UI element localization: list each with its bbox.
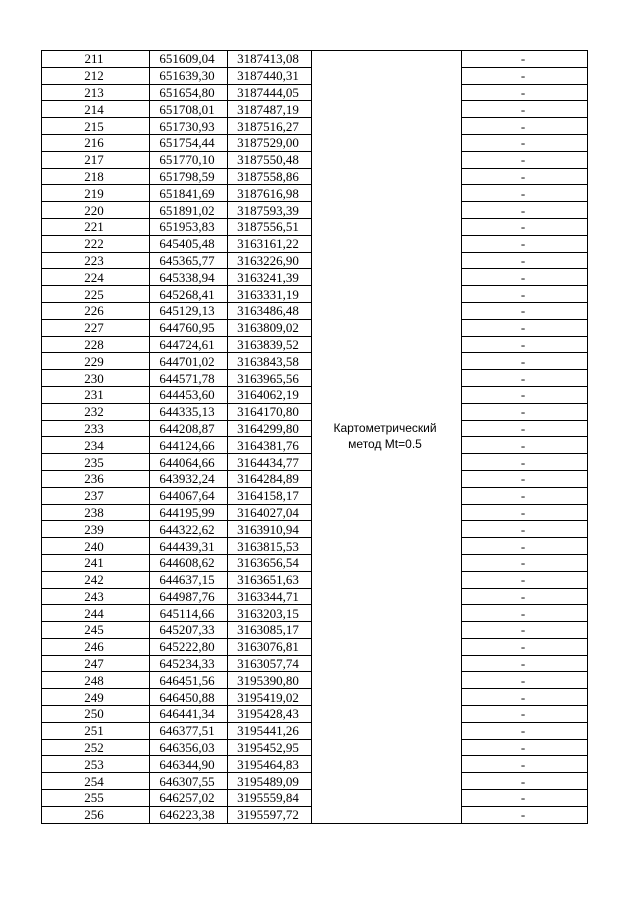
x-coordinate-cell: 651891,02 <box>150 202 228 219</box>
value-cell: - <box>462 84 588 101</box>
x-coordinate-cell: 646356,03 <box>150 739 228 756</box>
y-coordinate-cell: 3163241,39 <box>228 269 312 286</box>
value-cell: - <box>462 252 588 269</box>
point-number-cell: 212 <box>42 67 150 84</box>
x-coordinate-cell: 646377,51 <box>150 722 228 739</box>
y-coordinate-cell: 3163161,22 <box>228 235 312 252</box>
y-coordinate-cell: 3163226,90 <box>228 252 312 269</box>
x-coordinate-cell: 651609,04 <box>150 51 228 68</box>
point-number-cell: 254 <box>42 773 150 790</box>
x-coordinate-cell: 651798,59 <box>150 168 228 185</box>
method-label-line2: метод Mt=0.5 <box>348 436 422 451</box>
x-coordinate-cell: 645222,80 <box>150 638 228 655</box>
x-coordinate-cell: 651730,93 <box>150 118 228 135</box>
y-coordinate-cell: 3164170,80 <box>228 403 312 420</box>
x-coordinate-cell: 646307,55 <box>150 773 228 790</box>
x-coordinate-cell: 644067,64 <box>150 487 228 504</box>
value-cell: - <box>462 739 588 756</box>
value-cell: - <box>462 134 588 151</box>
value-cell: - <box>462 806 588 823</box>
point-number-cell: 232 <box>42 403 150 420</box>
x-coordinate-cell: 644124,66 <box>150 437 228 454</box>
x-coordinate-cell: 646223,38 <box>150 806 228 823</box>
value-cell: - <box>462 386 588 403</box>
x-coordinate-cell: 646344,90 <box>150 756 228 773</box>
y-coordinate-cell: 3195419,02 <box>228 689 312 706</box>
table-row <box>42 51 588 68</box>
x-coordinate-cell: 644608,62 <box>150 554 228 571</box>
point-number-cell: 228 <box>42 336 150 353</box>
value-cell: - <box>462 605 588 622</box>
coordinates-table <box>41 50 588 824</box>
y-coordinate-cell: 3164027,04 <box>228 504 312 521</box>
value-cell: - <box>462 521 588 538</box>
value-cell: - <box>462 202 588 219</box>
x-coordinate-cell: 651754,44 <box>150 134 228 151</box>
x-coordinate-cell: 644064,66 <box>150 454 228 471</box>
y-coordinate-cell: 3164158,17 <box>228 487 312 504</box>
y-coordinate-cell: 3187550,48 <box>228 151 312 168</box>
point-number-cell: 225 <box>42 286 150 303</box>
x-coordinate-cell: 645405,48 <box>150 235 228 252</box>
x-coordinate-cell: 644208,87 <box>150 420 228 437</box>
x-coordinate-cell: 646450,88 <box>150 689 228 706</box>
y-coordinate-cell: 3164299,80 <box>228 420 312 437</box>
y-coordinate-cell: 3187558,86 <box>228 168 312 185</box>
y-coordinate-cell: 3187593,39 <box>228 202 312 219</box>
x-coordinate-cell: 644453,60 <box>150 386 228 403</box>
y-coordinate-cell: 3187616,98 <box>228 185 312 202</box>
y-coordinate-cell: 3163331,19 <box>228 286 312 303</box>
x-coordinate-cell: 646451,56 <box>150 672 228 689</box>
point-number-cell: 250 <box>42 706 150 723</box>
y-coordinate-cell: 3163843,58 <box>228 353 312 370</box>
value-cell: - <box>462 101 588 118</box>
point-number-cell: 242 <box>42 571 150 588</box>
point-number-cell: 226 <box>42 302 150 319</box>
point-number-cell: 230 <box>42 370 150 387</box>
point-number-cell: 218 <box>42 168 150 185</box>
y-coordinate-cell: 3164284,89 <box>228 470 312 487</box>
value-cell: - <box>462 51 588 68</box>
value-cell: - <box>462 655 588 672</box>
value-cell: - <box>462 773 588 790</box>
x-coordinate-cell: 645365,77 <box>150 252 228 269</box>
y-coordinate-cell: 3195452,95 <box>228 739 312 756</box>
x-coordinate-cell: 644701,02 <box>150 353 228 370</box>
x-coordinate-cell: 645129,13 <box>150 302 228 319</box>
x-coordinate-cell: 644322,62 <box>150 521 228 538</box>
y-coordinate-cell: 3164381,76 <box>228 437 312 454</box>
y-coordinate-cell: 3163656,54 <box>228 554 312 571</box>
point-number-cell: 239 <box>42 521 150 538</box>
x-coordinate-cell: 651953,83 <box>150 218 228 235</box>
value-cell: - <box>462 722 588 739</box>
point-number-cell: 249 <box>42 689 150 706</box>
y-coordinate-cell: 3187413,08 <box>228 51 312 68</box>
point-number-cell: 241 <box>42 554 150 571</box>
x-coordinate-cell: 643932,24 <box>150 470 228 487</box>
value-cell: - <box>462 286 588 303</box>
value-cell: - <box>462 185 588 202</box>
point-number-cell: 222 <box>42 235 150 252</box>
value-cell: - <box>462 706 588 723</box>
point-number-cell: 243 <box>42 588 150 605</box>
x-coordinate-cell: 651770,10 <box>150 151 228 168</box>
x-coordinate-cell: 645268,41 <box>150 286 228 303</box>
point-number-cell: 234 <box>42 437 150 454</box>
x-coordinate-cell: 651841,69 <box>150 185 228 202</box>
y-coordinate-cell: 3195489,09 <box>228 773 312 790</box>
x-coordinate-cell: 644335,13 <box>150 403 228 420</box>
y-coordinate-cell: 3195390,80 <box>228 672 312 689</box>
y-coordinate-cell: 3163815,53 <box>228 538 312 555</box>
method-cell <box>312 51 462 824</box>
value-cell: - <box>462 790 588 807</box>
point-number-cell: 240 <box>42 538 150 555</box>
y-coordinate-cell: 3163486,48 <box>228 302 312 319</box>
point-number-cell: 237 <box>42 487 150 504</box>
x-coordinate-cell: 651708,01 <box>150 101 228 118</box>
value-cell: - <box>462 554 588 571</box>
y-coordinate-cell: 3163085,17 <box>228 622 312 639</box>
value-cell: - <box>462 454 588 471</box>
value-cell: - <box>462 319 588 336</box>
value-cell: - <box>462 336 588 353</box>
value-cell: - <box>462 588 588 605</box>
y-coordinate-cell: 3163203,15 <box>228 605 312 622</box>
point-number-cell: 238 <box>42 504 150 521</box>
point-number-cell: 233 <box>42 420 150 437</box>
point-number-cell: 217 <box>42 151 150 168</box>
y-coordinate-cell: 3187529,00 <box>228 134 312 151</box>
value-cell: - <box>462 118 588 135</box>
x-coordinate-cell: 651639,30 <box>150 67 228 84</box>
y-coordinate-cell: 3164434,77 <box>228 454 312 471</box>
y-coordinate-cell: 3163839,52 <box>228 336 312 353</box>
value-cell: - <box>462 269 588 286</box>
value-cell: - <box>462 218 588 235</box>
value-cell: - <box>462 235 588 252</box>
x-coordinate-cell: 644195,99 <box>150 504 228 521</box>
x-coordinate-cell: 644760,95 <box>150 319 228 336</box>
point-number-cell: 211 <box>42 51 150 68</box>
y-coordinate-cell: 3163076,81 <box>228 638 312 655</box>
y-coordinate-cell: 3163910,94 <box>228 521 312 538</box>
y-coordinate-cell: 3164062,19 <box>228 386 312 403</box>
y-coordinate-cell: 3163809,02 <box>228 319 312 336</box>
x-coordinate-cell: 644987,76 <box>150 588 228 605</box>
y-coordinate-cell: 3195441,26 <box>228 722 312 739</box>
y-coordinate-cell: 3187516,27 <box>228 118 312 135</box>
y-coordinate-cell: 3195464,83 <box>228 756 312 773</box>
value-cell: - <box>462 538 588 555</box>
y-coordinate-cell: 3163057,74 <box>228 655 312 672</box>
point-number-cell: 221 <box>42 218 150 235</box>
point-number-cell: 255 <box>42 790 150 807</box>
y-coordinate-cell: 3195428,43 <box>228 706 312 723</box>
value-cell: - <box>462 571 588 588</box>
x-coordinate-cell: 645338,94 <box>150 269 228 286</box>
y-coordinate-cell: 3187440,31 <box>228 67 312 84</box>
x-coordinate-cell: 645207,33 <box>150 622 228 639</box>
y-coordinate-cell: 3187487,19 <box>228 101 312 118</box>
value-cell: - <box>462 470 588 487</box>
x-coordinate-cell: 645234,33 <box>150 655 228 672</box>
method-label-line1: Картометрический <box>333 421 437 436</box>
point-number-cell: 215 <box>42 118 150 135</box>
point-number-cell: 231 <box>42 386 150 403</box>
x-coordinate-cell: 644439,31 <box>150 538 228 555</box>
x-coordinate-cell: 651654,80 <box>150 84 228 101</box>
point-number-cell: 214 <box>42 101 150 118</box>
value-cell: - <box>462 689 588 706</box>
value-cell: - <box>462 353 588 370</box>
y-coordinate-cell: 3163344,71 <box>228 588 312 605</box>
point-number-cell: 223 <box>42 252 150 269</box>
value-cell: - <box>462 67 588 84</box>
point-number-cell: 256 <box>42 806 150 823</box>
point-number-cell: 227 <box>42 319 150 336</box>
y-coordinate-cell: 3187556,51 <box>228 218 312 235</box>
coordinates-table-body <box>42 51 588 824</box>
point-number-cell: 236 <box>42 470 150 487</box>
point-number-cell: 224 <box>42 269 150 286</box>
point-number-cell: 235 <box>42 454 150 471</box>
point-number-cell: 244 <box>42 605 150 622</box>
y-coordinate-cell: 3163965,56 <box>228 370 312 387</box>
point-number-cell: 213 <box>42 84 150 101</box>
value-cell: - <box>462 403 588 420</box>
x-coordinate-cell: 644571,78 <box>150 370 228 387</box>
point-number-cell: 252 <box>42 739 150 756</box>
value-cell: - <box>462 504 588 521</box>
point-number-cell: 251 <box>42 722 150 739</box>
x-coordinate-cell: 646441,34 <box>150 706 228 723</box>
value-cell: - <box>462 487 588 504</box>
point-number-cell: 220 <box>42 202 150 219</box>
y-coordinate-cell: 3195597,72 <box>228 806 312 823</box>
value-cell: - <box>462 638 588 655</box>
y-coordinate-cell: 3195559,84 <box>228 790 312 807</box>
document-page <box>41 50 588 824</box>
value-cell: - <box>462 756 588 773</box>
point-number-cell: 216 <box>42 134 150 151</box>
point-number-cell: 247 <box>42 655 150 672</box>
value-cell: - <box>462 168 588 185</box>
point-number-cell: 246 <box>42 638 150 655</box>
value-cell: - <box>462 420 588 437</box>
point-number-cell: 219 <box>42 185 150 202</box>
y-coordinate-cell: 3163651,63 <box>228 571 312 588</box>
x-coordinate-cell: 645114,66 <box>150 605 228 622</box>
y-coordinate-cell: 3187444,05 <box>228 84 312 101</box>
point-number-cell: 253 <box>42 756 150 773</box>
point-number-cell: 248 <box>42 672 150 689</box>
value-cell: - <box>462 151 588 168</box>
point-number-cell: 229 <box>42 353 150 370</box>
point-number-cell: 245 <box>42 622 150 639</box>
value-cell: - <box>462 622 588 639</box>
value-cell: - <box>462 370 588 387</box>
value-cell: - <box>462 302 588 319</box>
x-coordinate-cell: 644724,61 <box>150 336 228 353</box>
x-coordinate-cell: 644637,15 <box>150 571 228 588</box>
value-cell: - <box>462 672 588 689</box>
value-cell: - <box>462 437 588 454</box>
x-coordinate-cell: 646257,02 <box>150 790 228 807</box>
